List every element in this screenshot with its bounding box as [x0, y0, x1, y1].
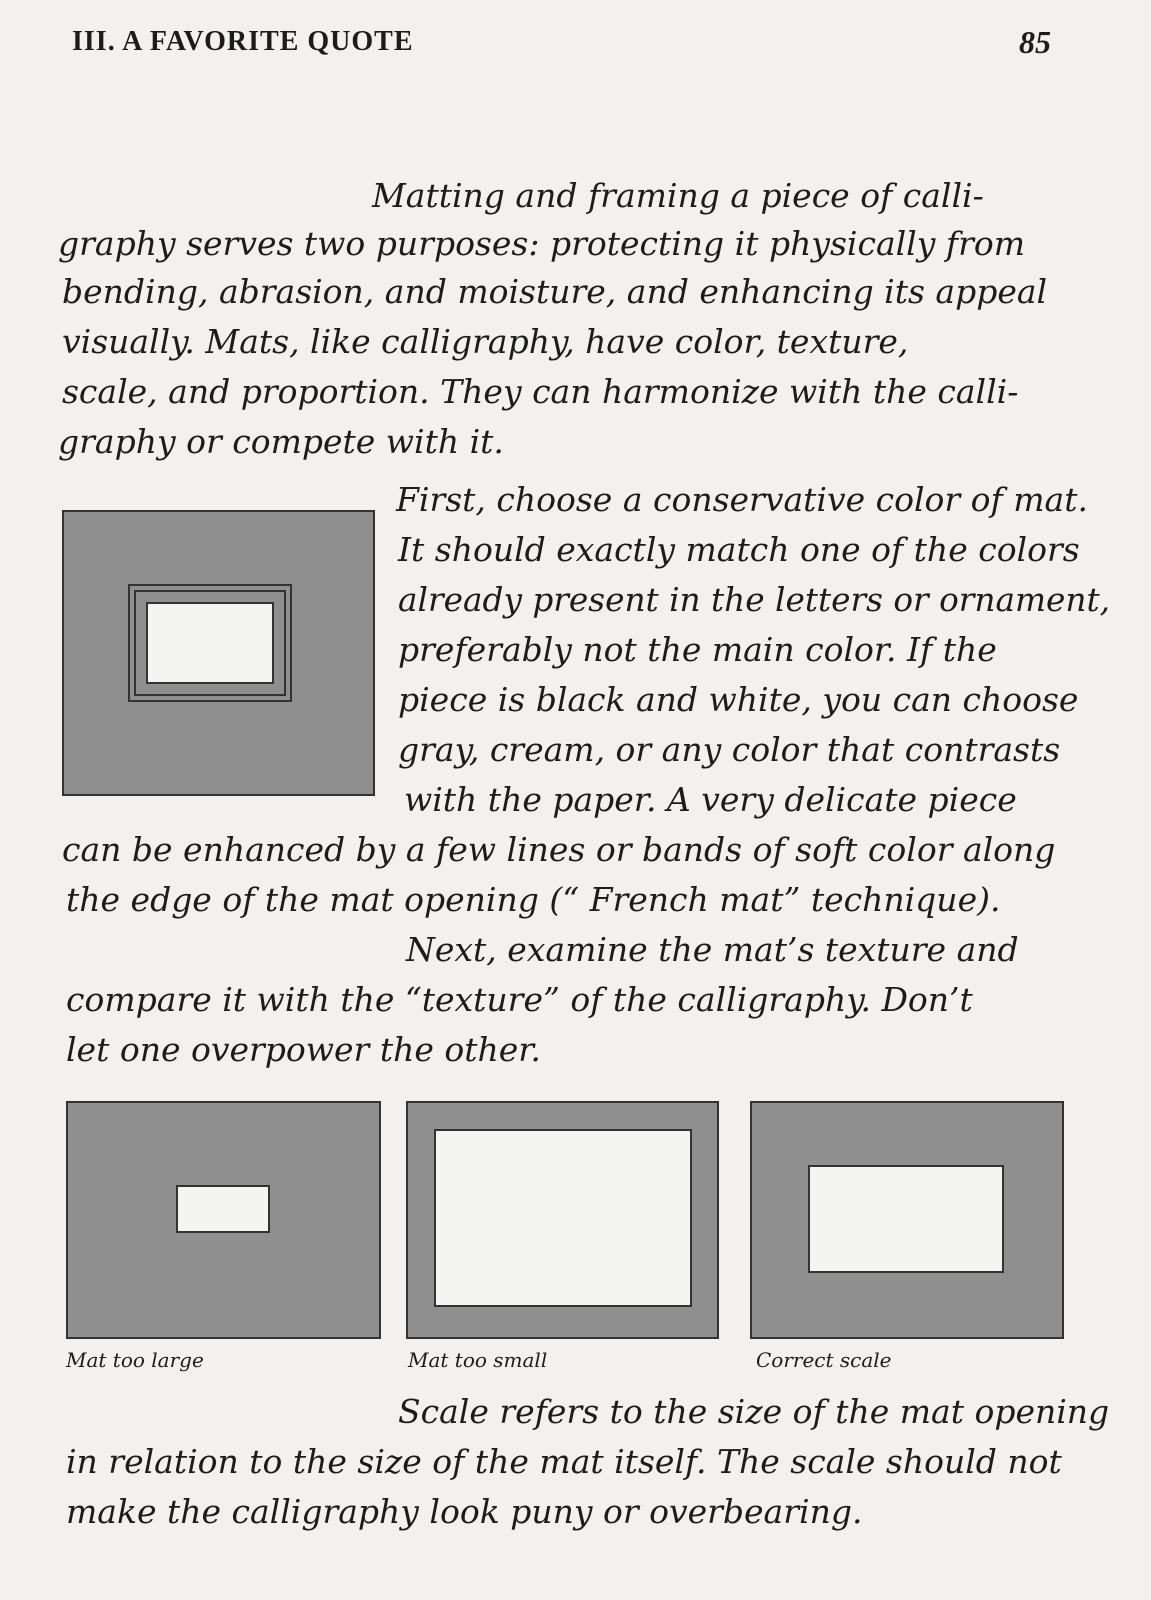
caption-correct-scale: Correct scale — [756, 1348, 892, 1372]
text-line: already present in the letters or ornament, — [398, 580, 1111, 619]
mat-opening — [176, 1185, 270, 1233]
mat-too-large-figure — [66, 1101, 381, 1339]
caption-mat-too-small: Mat too small — [408, 1348, 548, 1372]
text-line: let one overpower the other. — [66, 1030, 541, 1069]
text-line: First, choose a conservative color of mat. — [396, 480, 1088, 519]
text-line: bending, abrasion, and moisture, and enhancing its appeal — [62, 272, 1048, 311]
text-line: the edge of the mat opening (“ French mat” technique). — [66, 880, 1001, 919]
text-line: in relation to the size of the mat itself. The scale should not — [66, 1442, 1062, 1481]
mat-opening — [146, 602, 274, 684]
text-line: with the paper. A very delicate piece — [404, 780, 1017, 819]
text-line: visually. Mats, like calligraphy, have color, texture, — [62, 322, 909, 361]
text-line: make the calligraphy look puny or overbearing. — [66, 1492, 863, 1531]
text-line: gray, cream, or any color that contrasts — [398, 730, 1061, 769]
text-line: Matting and framing a piece of calli- — [372, 176, 984, 215]
text-line: compare it with the “texture” of the calligraphy. Don’t — [66, 980, 973, 1019]
text-line: scale, and proportion. They can harmonize with the calli- — [62, 372, 1019, 411]
text-line: It should exactly match one of the colors — [398, 530, 1080, 569]
chapter-heading: III. A FAVORITE QUOTE — [72, 26, 414, 57]
mat-opening — [434, 1129, 692, 1307]
text-line: can be enhanced by a few lines or bands of soft color along — [62, 830, 1056, 869]
text-line: graphy serves two purposes: protecting it physically from — [58, 224, 1026, 263]
text-line: piece is black and white, you can choose — [398, 680, 1079, 719]
text-line: preferably not the main color. If the — [398, 630, 997, 669]
mat-too-small-figure — [406, 1101, 719, 1339]
french-mat-figure — [62, 510, 375, 796]
text-line: graphy or compete with it. — [58, 422, 504, 461]
caption-mat-too-large: Mat too large — [66, 1348, 204, 1372]
text-line: Scale refers to the size of the mat opening — [398, 1392, 1110, 1431]
mat-opening — [808, 1165, 1004, 1273]
correct-scale-figure — [750, 1101, 1064, 1339]
text-line: Next, examine the mat’s texture and — [406, 930, 1019, 969]
page-number: 85 — [1019, 24, 1051, 60]
